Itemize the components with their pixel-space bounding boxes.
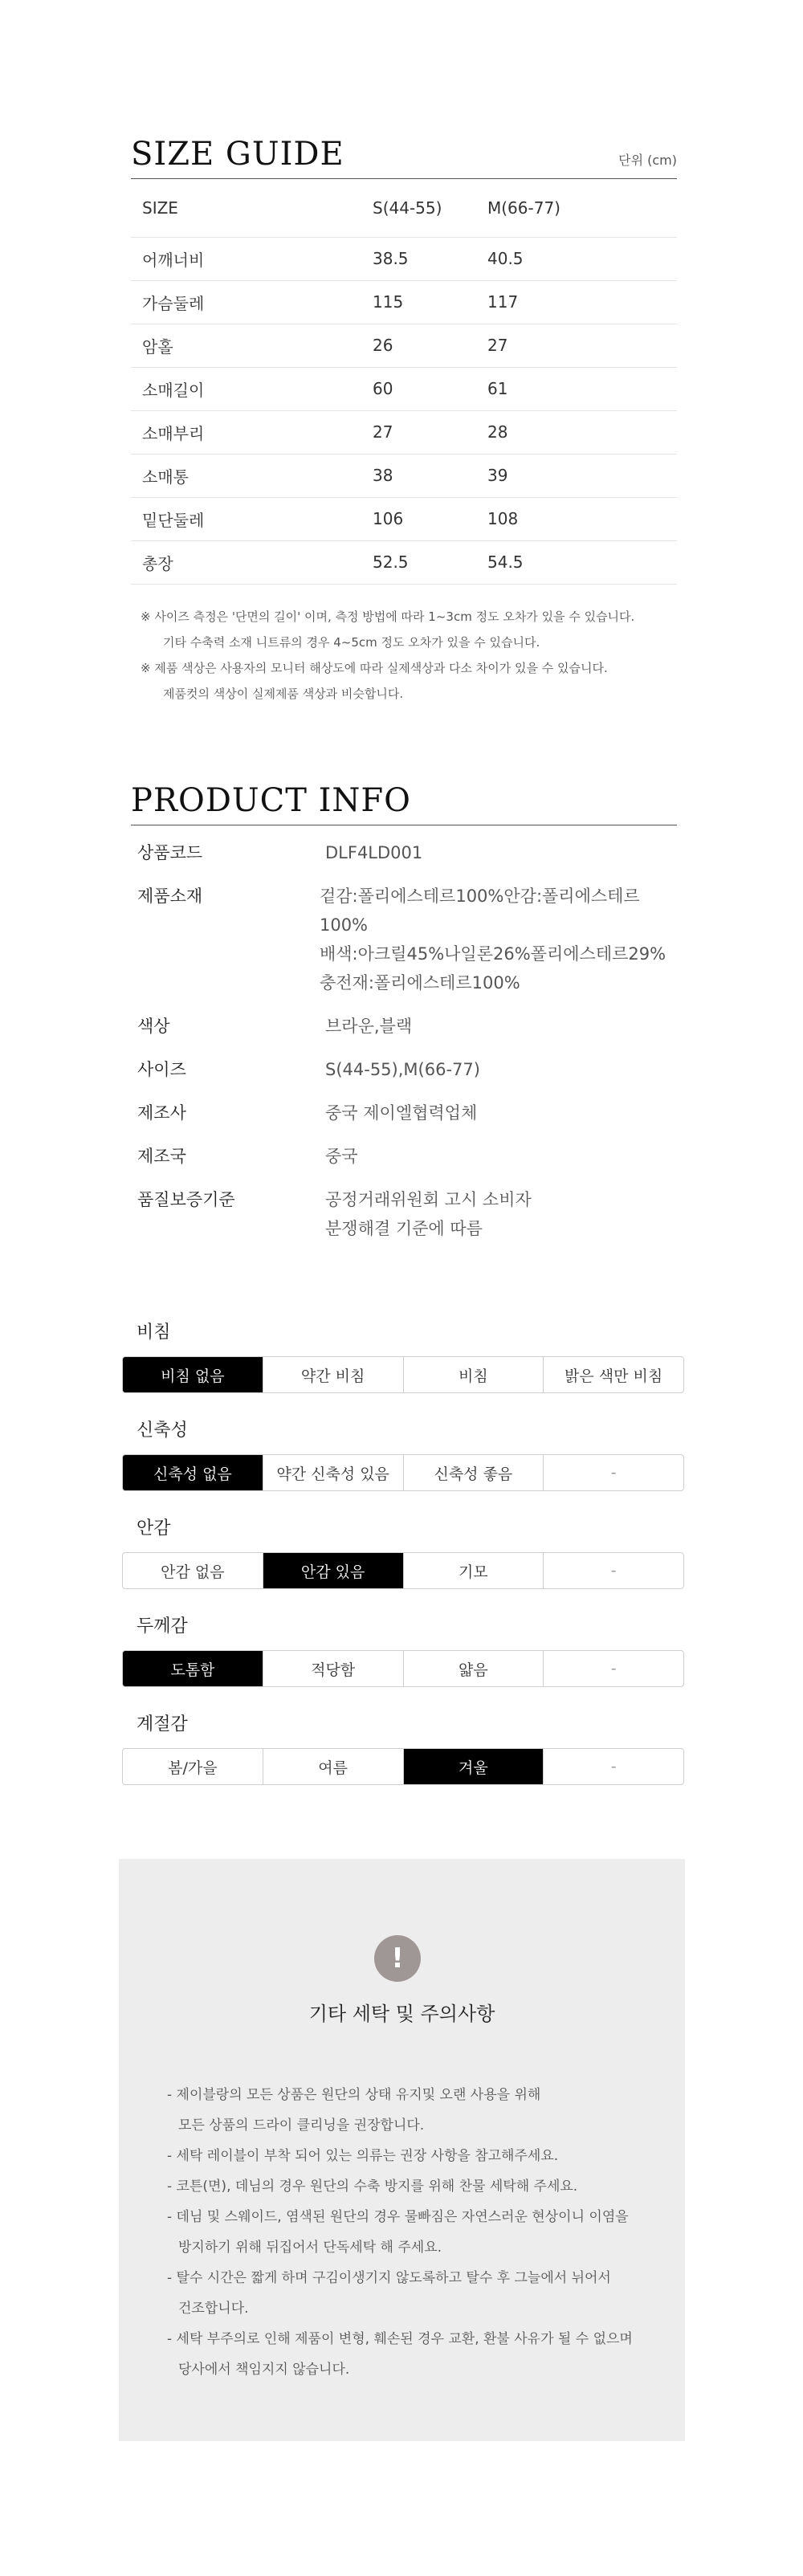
row-value-m: 117: [476, 280, 677, 324]
table-row: [131, 540, 677, 584]
size-header-s: S(44-55): [361, 179, 476, 237]
info-value-line: DLF4LD001: [325, 843, 423, 862]
note-line: 기타 수축력 소재 니트류의 경우 4~5cm 정도 오차가 있을 수 있습니다.: [163, 634, 540, 650]
attr-option: 적당함: [263, 1651, 403, 1686]
attr-option: 얇음: [403, 1651, 544, 1686]
row-value-m: 108: [476, 497, 677, 540]
table-row: [131, 410, 677, 454]
info-value: [325, 1142, 358, 1171]
row-value-s: 38: [361, 454, 476, 497]
info-value: [325, 1098, 477, 1127]
info-row-size: [131, 1055, 677, 1084]
row-value-s: 52.5: [361, 540, 476, 584]
row-label: 가슴둘레: [131, 280, 361, 324]
attr-option-row: [122, 1454, 684, 1491]
size-guide-header: [131, 137, 677, 179]
attr-option: 비침 없음: [123, 1357, 263, 1392]
row-label: 소매길이: [131, 367, 361, 410]
attr-option: 여름: [263, 1749, 403, 1784]
info-row-code: [131, 838, 677, 867]
size-table-header-row: [131, 179, 677, 237]
row-label: 어깨너비: [131, 237, 361, 280]
attr-group-lining: [122, 1517, 684, 1589]
attr-title: 신축성: [137, 1420, 188, 1441]
attr-option: 안감 없음: [161, 1563, 225, 1581]
exclamation-icon: !: [374, 1935, 421, 1982]
attr-group-transparency: [122, 1321, 684, 1393]
care-line: - 탈수 시간은 짧게 하며 구김이생기지 않도록하고 탈수 후 그늘에서 뉘어서: [167, 2270, 611, 2286]
attr-option-row: [122, 1552, 684, 1589]
table-row: [131, 324, 677, 367]
info-value: [325, 838, 422, 867]
care-title: 기타 세탁 및 주의사항: [308, 2003, 495, 2025]
info-value: [325, 1012, 412, 1041]
attr-option: 봄/가을: [168, 1759, 218, 1777]
product-info-title: PRODUCT INFO: [131, 782, 411, 819]
attr-title: 계절감: [137, 1714, 188, 1734]
attr-option: 기모: [403, 1553, 544, 1588]
info-label: 제조사: [137, 1103, 186, 1123]
care-line: - 세탁 레이블이 부착 되어 있는 의류는 권장 사항을 참고해주세요.: [167, 2148, 559, 2164]
row-value-m: 28: [476, 410, 677, 454]
table-row: [131, 497, 677, 540]
row-label: 소매통: [131, 454, 361, 497]
attr-option-row: [122, 1650, 684, 1687]
row-value-s: 115: [361, 280, 476, 324]
size-table: [131, 179, 677, 585]
attr-option: 밝은 색만 비침: [543, 1357, 683, 1392]
attr-title: 안감: [137, 1518, 171, 1539]
size-header-label: SIZE: [131, 179, 361, 237]
table-row: [131, 237, 677, 280]
attr-option: 겨울: [403, 1749, 544, 1784]
info-value-line: S(44-55),M(66-77): [325, 1060, 480, 1079]
row-value-s: 60: [361, 367, 476, 410]
care-notice-box: [119, 1859, 685, 2441]
info-value: [320, 882, 677, 997]
note-line: 제품컷의 색상이 실제제품 색상과 비슷합니다.: [163, 686, 404, 701]
row-value-s: 27: [361, 410, 476, 454]
table-row: [131, 367, 677, 410]
row-value-s: 26: [361, 324, 476, 367]
info-value-line: 배색:아크릴45%나일론26%폴리에스테르29%: [319, 944, 666, 964]
row-label: 총장: [131, 540, 361, 584]
care-line: 당사에서 책임지지 않습니다.: [178, 2362, 350, 2378]
care-line: 방지하기 위해 뒤집어서 단독세탁 해 주세요.: [178, 2240, 442, 2256]
care-line: - 코튼(면), 데님의 경우 원단의 수축 방지를 위해 찬물 세탁해 주세요.: [167, 2179, 578, 2195]
row-label: 암홀: [131, 324, 361, 367]
size-header-m: M(66-77): [476, 179, 677, 237]
info-label: 색상: [137, 1017, 170, 1036]
table-row: [131, 280, 677, 324]
attr-option: -: [543, 1553, 683, 1588]
info-value-line: 충전재:폴리에스테르100%: [319, 973, 520, 992]
row-value-m: 54.5: [476, 540, 677, 584]
info-row-warranty: [131, 1185, 677, 1243]
info-value-line: 중국 제이엘협력업체: [325, 1103, 478, 1123]
attr-option: 약간 비침: [263, 1357, 403, 1392]
attr-option: -: [543, 1651, 683, 1686]
attr-option-row: [122, 1356, 684, 1393]
note-line: ※ 사이즈 측정은 '단면의 길이' 이며, 측정 방법에 따라 1~3cm 정도 오차가 있을 수 있습니다.: [141, 609, 635, 624]
info-value-line: 공정거래위원회 고시 소비자: [325, 1190, 532, 1209]
note-line: ※ 제품 색상은 사용자의 모니터 해상도에 따라 실제색상과 다소 차이가 있을 수 있습니다.: [141, 660, 608, 675]
row-value-m: 61: [476, 367, 677, 410]
info-value-line: 브라운,블랙: [325, 1017, 413, 1036]
attr-option-row: [122, 1748, 684, 1785]
attr-group-season: [122, 1713, 684, 1785]
info-row-manufacturer: [131, 1098, 677, 1127]
size-notes: [131, 604, 677, 707]
attr-option: 약간 신축성 있음: [263, 1455, 403, 1490]
info-value-line: 중국: [325, 1147, 358, 1166]
info-value-line: 겉감:폴리에스테르100%안감:폴리에스테르100%: [319, 887, 640, 935]
row-value-s: 38.5: [361, 237, 476, 280]
row-label: 밑단둘레: [131, 497, 361, 540]
care-line: - 데님 및 스웨이드, 염색된 원단의 경우 물빠짐은 자연스러운 현상이니 이염을: [167, 2209, 629, 2225]
size-guide-title: SIZE GUIDE: [131, 136, 344, 173]
info-row-material: [131, 882, 677, 997]
row-value-m: 27: [476, 324, 677, 367]
info-label: 상품코드: [137, 843, 203, 862]
table-row: [131, 454, 677, 497]
info-row-color: [131, 1012, 677, 1041]
attr-option: 비침: [403, 1357, 544, 1392]
attr-option: 신축성 좋음: [403, 1455, 544, 1490]
care-line: 건조합니다.: [178, 2301, 249, 2317]
attr-group-thickness: [122, 1615, 684, 1687]
care-line: - 제이블랑의 모든 상품은 원단의 상태 유지및 오랜 사용을 위해: [167, 2087, 541, 2103]
info-label: 제품소재: [137, 887, 203, 906]
info-value: [325, 1055, 480, 1084]
attr-title: 두께감: [137, 1616, 188, 1636]
product-info-header: [131, 783, 677, 825]
attr-option: -: [543, 1455, 683, 1490]
size-unit-label: 단위 (cm): [618, 153, 677, 168]
info-value-line: 분쟁해결 기준에 따름: [325, 1219, 483, 1238]
product-info-list: [131, 838, 677, 1243]
row-value-m: 39: [476, 454, 677, 497]
attr-option: 신축성 없음: [123, 1455, 263, 1490]
info-label: 품질보증기준: [137, 1190, 235, 1209]
product-info-section: [131, 783, 677, 1257]
care-line: - 세탁 부주의로 인해 제품이 변형, 훼손된 경우 교환, 환불 사유가 될 수 없으며: [167, 2331, 633, 2347]
attr-option: -: [543, 1749, 683, 1784]
row-value-s: 106: [361, 497, 476, 540]
row-value-m: 40.5: [476, 237, 677, 280]
care-list: [167, 2080, 665, 2385]
info-value: [325, 1185, 532, 1243]
care-line: 모든 상품의 드라이 클리닝을 권장합니다.: [178, 2117, 425, 2134]
attr-group-stretch: [122, 1419, 684, 1491]
attr-option: 안감 있음: [263, 1553, 403, 1588]
size-guide-section: [131, 137, 677, 707]
info-label: 사이즈: [137, 1060, 186, 1079]
attributes-section: [122, 1321, 684, 1811]
info-label: 제조국: [137, 1147, 186, 1166]
row-label: 소매부리: [131, 410, 361, 454]
attr-option: 도톰함: [123, 1651, 263, 1686]
attr-title: 비침: [137, 1323, 171, 1343]
info-row-country: [131, 1142, 677, 1171]
